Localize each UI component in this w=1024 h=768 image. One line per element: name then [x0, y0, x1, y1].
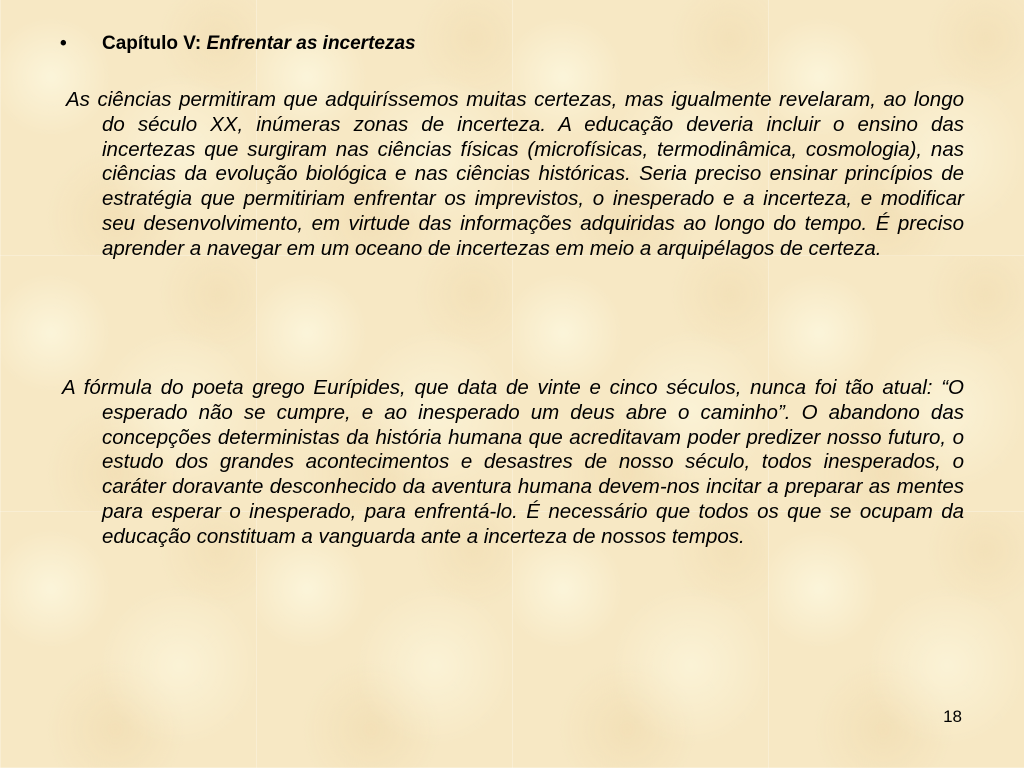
slide-heading: [60, 32, 416, 56]
chapter-label: Capítulo V:: [102, 33, 202, 54]
page-number: 18: [943, 707, 962, 726]
chapter-title: Enfrentar as incertezas: [206, 33, 416, 54]
bullet-icon: •: [60, 33, 67, 54]
paragraph-sciences: As ciências permitiram que adquiríssemos muitas certezas, mas igualmente revelaram, ao longo do século XX, inúmeras zonas de incerteza. A educação deveria incluir o ensino das incertezas que surgiram nas ciências físicas (microfísicas, termodinâmica, cosmologia), nas ciências da evolução biológica e nas ciências históricas. Seria preciso ensinar princípios de estratégia que permitiriam enfrentar os imprevistos, o inesperado e a incerteza, e modificar seu desenvolvimento, em virtude das informações adquiridas ao longo do tempo. É preciso aprender a navegar em um oceano de incertezas em meio a arquipélagos de certeza.: [66, 88, 964, 260]
paragraph-euripides: A fórmula do poeta grego Eurípides, que data de vinte e cinco séculos, nunca foi tão atual: “O esperado não se cumpre, e ao inesperado um deus abre o caminho”. O abandono das concepções deterministas da história humana que acreditavam poder predizer nosso futuro, o estudo dos grandes acontecimentos e desastres de nosso século, todos inesperados, o caráter doravante desconhecido da aventura humana devem-nos incitar a preparar as mentes para esperar o inesperado, para enfrentá-lo. É necessário que todos os que se ocupam da educação constituam a vanguarda ante a incerteza de nossos tempos.: [62, 376, 964, 548]
